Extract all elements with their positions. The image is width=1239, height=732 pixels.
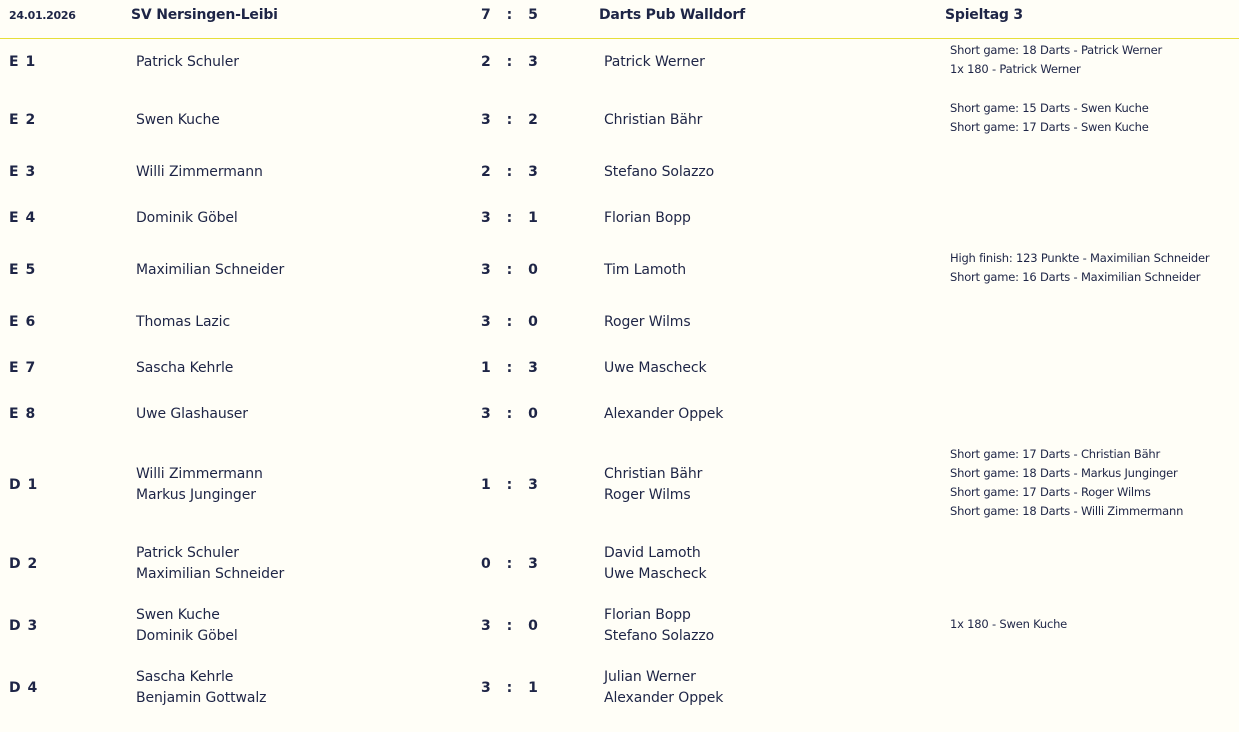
game-note: 1x 180 - Swen Kuche xyxy=(950,616,1068,631)
game-score-home: 0 xyxy=(481,556,491,572)
game-note: Short game: 17 Darts - Swen Kuche xyxy=(950,120,1149,134)
game-score-home: 3 xyxy=(481,618,491,634)
away-player-name: Stefano Solazzo xyxy=(604,163,715,180)
away-player-name: Florian Bopp xyxy=(604,607,691,623)
home-players xyxy=(136,312,230,333)
game-code: E 1 xyxy=(9,54,37,70)
game-score-separator: : xyxy=(506,164,513,180)
game-score-home: 3 xyxy=(481,314,491,330)
home-player-name: Maximilian Schneider xyxy=(136,261,285,278)
game-score-away: 0 xyxy=(528,314,538,330)
match-header xyxy=(0,0,1239,39)
away-players xyxy=(604,543,707,585)
game-score-away: 1 xyxy=(528,680,538,696)
game-score-home: 3 xyxy=(481,112,491,128)
game-code: E 7 xyxy=(9,360,37,376)
game-code: E 6 xyxy=(9,314,37,330)
home-player-name: Maximilian Schneider xyxy=(136,566,285,582)
home-players xyxy=(136,667,266,709)
game-score-separator: : xyxy=(506,210,513,226)
home-player-name: Swen Kuche xyxy=(136,607,220,623)
game-note: Short game: 17 Darts - Roger Wilms xyxy=(950,485,1151,499)
game-score-home: 3 xyxy=(481,210,491,226)
game-score-separator: : xyxy=(506,54,513,70)
game-score-away: 1 xyxy=(528,210,538,226)
away-players xyxy=(604,312,691,333)
game-code: E 4 xyxy=(9,210,37,226)
home-player-name: Benjamin Gottwalz xyxy=(136,690,267,706)
game-code: D 2 xyxy=(9,556,39,572)
game-note: Short game: 18 Darts - Markus Junginger xyxy=(950,466,1178,480)
home-players xyxy=(136,162,263,183)
away-player-name: Julian Werner xyxy=(604,669,696,685)
matchday-label: Spieltag 3 xyxy=(945,7,1023,23)
away-player-name: Alexander Oppek xyxy=(604,405,724,422)
away-player-name: Florian Bopp xyxy=(604,209,691,226)
home-player-name: Sascha Kehrle xyxy=(136,669,234,685)
game-code: E 5 xyxy=(9,262,37,278)
away-player-name: David Lamoth xyxy=(604,545,701,561)
match-date: 24.01.2026 xyxy=(9,9,76,22)
away-players xyxy=(604,404,723,425)
game-score-home: 3 xyxy=(481,262,491,278)
game-notes xyxy=(950,615,1067,634)
game-score-away: 3 xyxy=(528,164,538,180)
home-player-name: Dominik Göbel xyxy=(136,628,238,644)
score-separator: : xyxy=(506,7,513,23)
game-note: Short game: 17 Darts - Christian Bähr xyxy=(950,447,1161,461)
game-score xyxy=(481,556,538,572)
home-players xyxy=(136,464,263,506)
game-note: Short game: 18 Darts - Patrick Werner xyxy=(950,43,1163,57)
home-players xyxy=(136,605,238,647)
game-score-away: 2 xyxy=(528,112,538,128)
home-player-name: Sascha Kehrle xyxy=(136,359,234,376)
game-notes xyxy=(950,445,1183,521)
game-score-separator: : xyxy=(506,360,513,376)
game-score xyxy=(481,618,538,634)
match-score xyxy=(481,7,538,23)
game-score-away: 3 xyxy=(528,54,538,70)
away-player-name: Roger Wilms xyxy=(604,313,691,330)
home-player-name: Dominik Göbel xyxy=(136,209,238,226)
away-players xyxy=(604,52,705,73)
away-player-name: Uwe Mascheck xyxy=(604,359,707,376)
away-player-name: Roger Wilms xyxy=(604,487,691,503)
away-player-name: Patrick Werner xyxy=(604,53,705,70)
game-code: D 3 xyxy=(9,618,39,634)
away-players xyxy=(604,358,707,379)
game-score-separator: : xyxy=(506,314,513,330)
away-team-name: Darts Pub Walldorf xyxy=(599,7,746,23)
away-player-name: Christian Bähr xyxy=(604,466,703,482)
away-players xyxy=(604,464,702,506)
away-player-name: Christian Bähr xyxy=(604,111,703,128)
game-score xyxy=(481,262,538,278)
home-players xyxy=(136,208,238,229)
game-score xyxy=(481,360,538,376)
game-notes xyxy=(950,41,1162,79)
home-players xyxy=(136,260,284,281)
game-score xyxy=(481,477,538,493)
game-code: E 2 xyxy=(9,112,37,128)
game-note: Short game: 15 Darts - Swen Kuche xyxy=(950,101,1149,115)
game-score xyxy=(481,314,538,330)
home-players xyxy=(136,404,248,425)
game-score-separator: : xyxy=(506,262,513,278)
game-score-away: 3 xyxy=(528,477,538,493)
game-score-home: 3 xyxy=(481,406,491,422)
away-players xyxy=(604,208,691,229)
game-score-separator: : xyxy=(506,406,513,422)
game-notes xyxy=(950,249,1209,287)
game-score-separator: : xyxy=(506,556,513,572)
game-note: Short game: 18 Darts - Willi Zimmermann xyxy=(950,504,1184,518)
game-score-home: 2 xyxy=(481,54,491,70)
home-player-name: Willi Zimmermann xyxy=(136,163,263,180)
game-score-separator: : xyxy=(506,112,513,128)
game-score-away: 3 xyxy=(528,556,538,572)
game-score-away: 3 xyxy=(528,360,538,376)
game-score xyxy=(481,680,538,696)
game-score-away: 0 xyxy=(528,618,538,634)
game-score xyxy=(481,406,538,422)
game-code: D 1 xyxy=(9,477,39,493)
away-players xyxy=(604,260,686,281)
game-score-separator: : xyxy=(506,680,513,696)
game-score xyxy=(481,112,538,128)
home-player-name: Willi Zimmermann xyxy=(136,466,263,482)
game-score-home: 1 xyxy=(481,477,491,493)
home-player-name: Patrick Schuler xyxy=(136,545,239,561)
game-score xyxy=(481,164,538,180)
home-player-name: Uwe Glashauser xyxy=(136,405,248,422)
game-score-away: 0 xyxy=(528,262,538,278)
game-note: High finish: 123 Punkte - Maximilian Schneider xyxy=(950,251,1210,265)
away-players xyxy=(604,110,702,131)
away-players xyxy=(604,162,714,183)
home-players xyxy=(136,358,233,379)
game-note: 1x 180 - Patrick Werner xyxy=(950,62,1081,76)
game-note: Short game: 16 Darts - Maximilian Schneider xyxy=(950,270,1201,284)
score-away: 5 xyxy=(528,7,538,23)
home-players xyxy=(136,110,220,131)
game-score-away: 0 xyxy=(528,406,538,422)
home-team-name: SV Nersingen-Leibi xyxy=(131,7,278,23)
home-players xyxy=(136,543,284,585)
score-home: 7 xyxy=(481,7,491,23)
game-score-separator: : xyxy=(506,477,513,493)
game-code: E 8 xyxy=(9,406,37,422)
game-score xyxy=(481,54,538,70)
home-players xyxy=(136,52,239,73)
home-player-name: Patrick Schuler xyxy=(136,53,239,70)
away-players xyxy=(604,605,714,647)
game-score-home: 3 xyxy=(481,680,491,696)
away-players xyxy=(604,667,723,709)
away-player-name: Tim Lamoth xyxy=(604,261,687,278)
away-player-name: Alexander Oppek xyxy=(604,690,724,706)
game-code: E 3 xyxy=(9,164,37,180)
game-score-home: 2 xyxy=(481,164,491,180)
game-code: D 4 xyxy=(9,680,39,696)
away-player-name: Stefano Solazzo xyxy=(604,628,715,644)
game-score-home: 1 xyxy=(481,360,491,376)
home-player-name: Thomas Lazic xyxy=(136,313,231,330)
home-player-name: Swen Kuche xyxy=(136,111,220,128)
game-score-separator: : xyxy=(506,618,513,634)
game-score xyxy=(481,210,538,226)
home-player-name: Markus Junginger xyxy=(136,487,256,503)
away-player-name: Uwe Mascheck xyxy=(604,566,707,582)
game-notes xyxy=(950,99,1149,137)
